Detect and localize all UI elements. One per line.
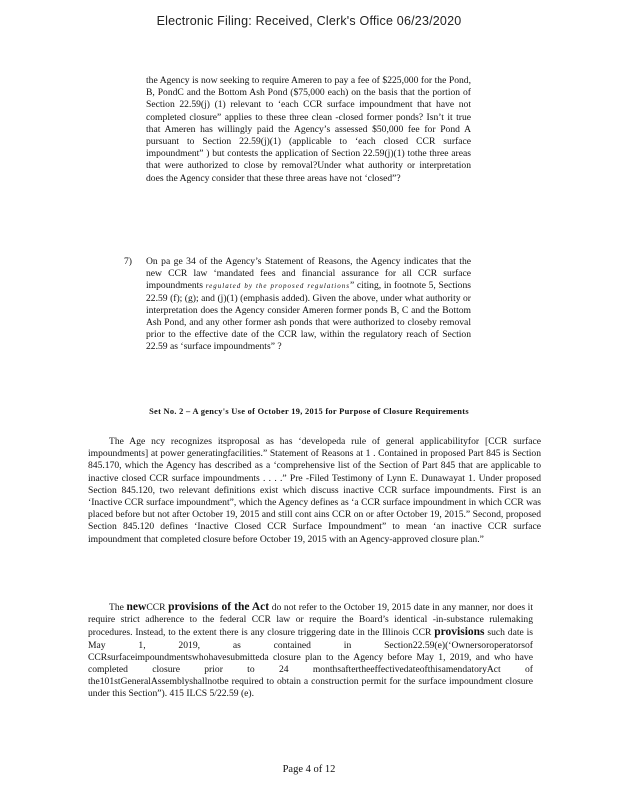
p3-tail: such date is May 1, 2019, as contained in Section22.59(e)(‘Ownersoroperatorsof CCRsurfaceimpoundmentswhohavesubmitteda closure plan to the Agency before May 1, 2019, and who have completed closure prior to 24 monthsaftertheeffectivedateofthisamendatoryAct of the101stGeneralAssemblyshallnotbe required to obtain a construction permit for the surface impoundment closure under this Section”). 415 ILCS 5/22.59 (e). xyxy=(88,627,533,700)
p3-emphasis-new: new xyxy=(126,601,147,613)
question-7-body xyxy=(146,256,471,354)
paragraph-agency-recognizes: The Age ncy recognizes itsproposal as has ‘developeda rule of general applicabilityfor [CCR surface impoundments] at power generatingfacilities.” Statement of Reasons at 1 . Contained in proposed Part 845 is Section 845.170, which the Agency has described as a ‘comprehensive list of the Section of Part 845 that are applicable to inactive closed CCR surface impoundments . . . .” Pre -Filed Testimony of Lynn E. Dunawayat 1. Under proposed Section 845.120, two relevant definitions exist which discuss inactive CCR surface impoundments. First is an ‘Inactive CCR surface impoundment”, which the Agency defines as ‘a CCR surface impoundment in which CCR was placed before but not after October 19, 2015 and still cont ains CCR on or after October 19, 2015.” Second, proposed Section 845.120 defines ‘Inactive Closed CCR Surface Impoundment” to mean ‘an inactive CCR surface impoundment that completed closure before October 19, 2015 with an Agency-approved closure plan.” xyxy=(88,436,541,545)
filing-header: Electronic Filing: Received, Clerk's Office 06/23/2020 xyxy=(156,14,462,28)
paragraph-new-ccr-provisions xyxy=(88,601,533,701)
section-heading: Set No. 2 – A gency's Use of October 19, 2015 for Purpose of Closure Requirements xyxy=(149,407,469,416)
question-6-continuation: the Agency is now seeking to require Ameren to pay a fee of $225,000 for the Pond, B, PondC and the Bottom Ash Pond ($75,000 each) on the basis that the portion of Section 22.59(j) (1) relevant to ‘each CCR surface impoundment that have not completed closure” applies to these three clean -closed former ponds? Isn’t it true that Ameren has willingly paid the Agency’s assessed $50,000 fee for Pond A pursuant to Section 22.59(j)(1) (applicable to ‘each closed CCR surface impoundment” ) but contests the application of Section 22.59(j)(1) tothe three areas that were authorized to close by removal?Under what authority or interpretation does the Agency consider that these three areas have not ‘closed”? xyxy=(146,75,471,184)
page-number: Page 4 of 12 xyxy=(282,764,336,775)
p3-lead: The xyxy=(109,602,127,613)
question-7 xyxy=(124,256,471,354)
p3-mid1: CCR xyxy=(146,602,169,613)
p3-emphasis-provisions: provisions xyxy=(434,626,485,639)
question-7-emphasis: regulated by the proposed regulations xyxy=(205,282,350,291)
question-7-number: 7) xyxy=(124,256,132,267)
question-7-text-b: ” citing, in footnote 5, Sections 22.59 (f); (g); and (j)(1) (emphasis added). Given the above, under what authority or interpretation does the Agency consider Ameren former ponds B, C and the Bottom Ash Pond, and any other former ash ponds that were authorized to closeby removal prior to the effective date of the CCR law, within the regulatory reach of Section 22.59 as ‘surface impoundments” ? xyxy=(146,280,472,353)
p3-mid2: do not refer to the October 19, 2015 date in any manner, nor does it require strict adherence to the federal CCR law or require the Board’s identical -in-substance rulemaking procedures. Instead, to the extent there is any closure triggering date in the Illinois CCR xyxy=(88,602,533,639)
question-7-text-a: On pa ge 34 of the Agency’s Statement of Reasons, the Agency indicates that the new CCR law ‘mandated fees and financial assurance for all CCR surface impoundments xyxy=(146,256,471,292)
p3-emphasis-provisions-act: provisions of the Act xyxy=(168,601,270,613)
